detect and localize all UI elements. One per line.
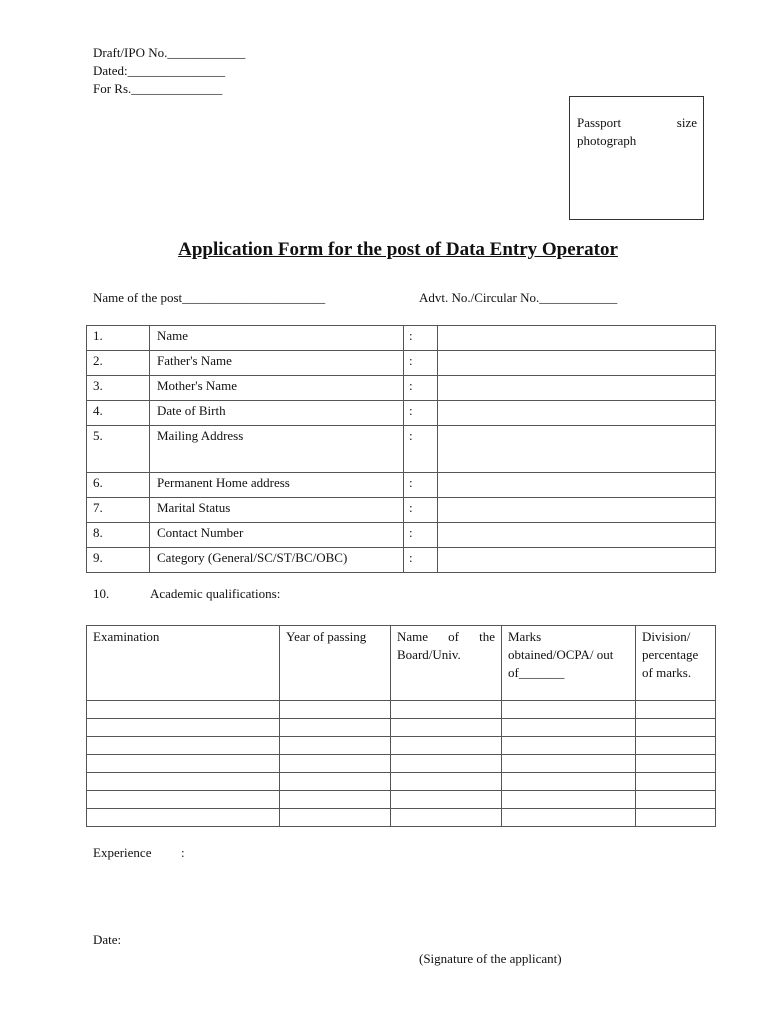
table-cell[interactable] [636, 737, 716, 755]
board-header-line1 [397, 628, 495, 646]
table-cell[interactable] [636, 809, 716, 827]
colon: : [404, 426, 438, 473]
board-header-line2: Board/Univ. [397, 647, 461, 662]
table-cell[interactable] [87, 737, 280, 755]
table-cell[interactable] [87, 773, 280, 791]
colon: : [404, 326, 438, 351]
row-number: 3. [87, 376, 150, 401]
row-number: 7. [87, 498, 150, 523]
table-cell[interactable] [280, 737, 391, 755]
colon: : [404, 401, 438, 426]
table-cell[interactable] [280, 773, 391, 791]
field-label: Contact Number [150, 523, 404, 548]
table-cell[interactable] [87, 701, 280, 719]
colon: : [404, 473, 438, 498]
table-cell[interactable] [502, 755, 636, 773]
personal-details-table [86, 325, 716, 573]
section-number: 10. [93, 586, 110, 601]
table-row [87, 719, 716, 737]
field-label: Father's Name [150, 351, 404, 376]
permanent-address-value-cell[interactable] [438, 473, 716, 498]
table-cell[interactable] [391, 737, 502, 755]
row-number: 6. [87, 473, 150, 498]
board-word-of: of [448, 629, 459, 644]
category-value-cell[interactable] [438, 548, 716, 573]
experience-colon: : [181, 845, 185, 860]
table-cell[interactable] [636, 773, 716, 791]
page-title: Application Form for the post of Data Entry Operator [178, 239, 618, 260]
division-header-line1: Division/ [642, 629, 691, 644]
row-number: 5. [87, 426, 150, 473]
photo-label-passport: Passport [577, 115, 622, 130]
photo-label-size: size [676, 115, 697, 130]
mothers-name-value-cell[interactable] [438, 376, 716, 401]
table-row [87, 401, 716, 426]
table-header-row [87, 626, 716, 701]
table-cell[interactable] [391, 701, 502, 719]
field-label: Name [150, 326, 404, 351]
table-cell[interactable] [636, 791, 716, 809]
table-cell[interactable] [502, 809, 636, 827]
column-header-board [391, 626, 502, 701]
table-row [87, 426, 716, 473]
passport-photo-box[interactable] [569, 96, 704, 220]
table-row [87, 326, 716, 351]
table-cell[interactable] [280, 755, 391, 773]
table-cell[interactable] [391, 791, 502, 809]
colon: : [404, 548, 438, 573]
name-of-post-field[interactable]: Name of the post______________________ [93, 290, 326, 305]
field-label: Mailing Address [150, 426, 404, 473]
advt-circular-field[interactable]: Advt. No./Circular No.____________ [419, 290, 618, 305]
marks-header-line2: obtained/OCPA/ out [508, 647, 614, 662]
date-label: Date: [93, 932, 122, 947]
field-label: Date of Birth [150, 401, 404, 426]
table-row [87, 773, 716, 791]
colon: : [404, 523, 438, 548]
for-rs-line: For Rs.______________ [93, 81, 223, 96]
table-cell[interactable] [280, 701, 391, 719]
name-value-cell[interactable] [438, 326, 716, 351]
table-cell[interactable] [502, 737, 636, 755]
contact-number-value-cell[interactable] [438, 523, 716, 548]
table-row [87, 737, 716, 755]
colon: : [404, 376, 438, 401]
table-cell[interactable] [391, 719, 502, 737]
board-word-name: Name [397, 629, 429, 644]
column-header-marks [502, 626, 636, 701]
table-row [87, 523, 716, 548]
table-cell[interactable] [502, 701, 636, 719]
row-number: 2. [87, 351, 150, 376]
board-word-the: the [479, 629, 495, 644]
table-cell[interactable] [502, 791, 636, 809]
column-header-division [636, 626, 716, 701]
table-cell[interactable] [636, 701, 716, 719]
table-cell[interactable] [391, 809, 502, 827]
colon: : [404, 498, 438, 523]
table-row [87, 351, 716, 376]
table-cell[interactable] [280, 719, 391, 737]
table-cell[interactable] [280, 809, 391, 827]
marks-header-line3: of_______ [508, 665, 565, 680]
marital-status-value-cell[interactable] [438, 498, 716, 523]
marks-header-line1: Marks [508, 629, 542, 644]
division-header-line2: percentage [642, 647, 699, 662]
table-cell[interactable] [280, 791, 391, 809]
table-row [87, 701, 716, 719]
photo-label-photograph: photograph [577, 133, 637, 148]
experience-label: Experience [93, 845, 152, 860]
field-label: Marital Status [150, 498, 404, 523]
signature-label: (Signature of the applicant) [419, 951, 562, 966]
academic-heading: Academic qualifications: [150, 586, 281, 601]
fathers-name-value-cell[interactable] [438, 351, 716, 376]
mailing-address-value-cell[interactable] [438, 426, 716, 473]
table-row [87, 791, 716, 809]
row-number: 1. [87, 326, 150, 351]
table-cell[interactable] [87, 809, 280, 827]
table-cell[interactable] [87, 755, 280, 773]
row-number: 4. [87, 401, 150, 426]
table-cell[interactable] [391, 773, 502, 791]
dated-line: Dated:_______________ [93, 63, 226, 78]
table-cell[interactable] [87, 791, 280, 809]
table-cell[interactable] [87, 719, 280, 737]
table-row [87, 755, 716, 773]
colon: : [404, 351, 438, 376]
column-header-year: Year of passing [280, 626, 391, 701]
table-cell[interactable] [636, 719, 716, 737]
field-label: Mother's Name [150, 376, 404, 401]
table-cell[interactable] [502, 719, 636, 737]
table-row [87, 498, 716, 523]
academic-qualifications-table [86, 625, 716, 827]
row-number: 9. [87, 548, 150, 573]
column-header-examination: Examination [87, 626, 280, 701]
table-cell[interactable] [636, 755, 716, 773]
table-row [87, 809, 716, 827]
date-of-birth-value-cell[interactable] [438, 401, 716, 426]
reference-block [93, 44, 245, 98]
table-row [87, 473, 716, 498]
table-cell[interactable] [391, 755, 502, 773]
field-label: Category (General/SC/ST/BC/OBC) [150, 548, 404, 573]
field-label: Permanent Home address [150, 473, 404, 498]
table-row [87, 376, 716, 401]
row-number: 8. [87, 523, 150, 548]
table-cell[interactable] [502, 773, 636, 791]
table-row [87, 548, 716, 573]
division-header-line3: of marks. [642, 665, 692, 680]
draft-ipo-line: Draft/IPO No.____________ [93, 45, 246, 60]
